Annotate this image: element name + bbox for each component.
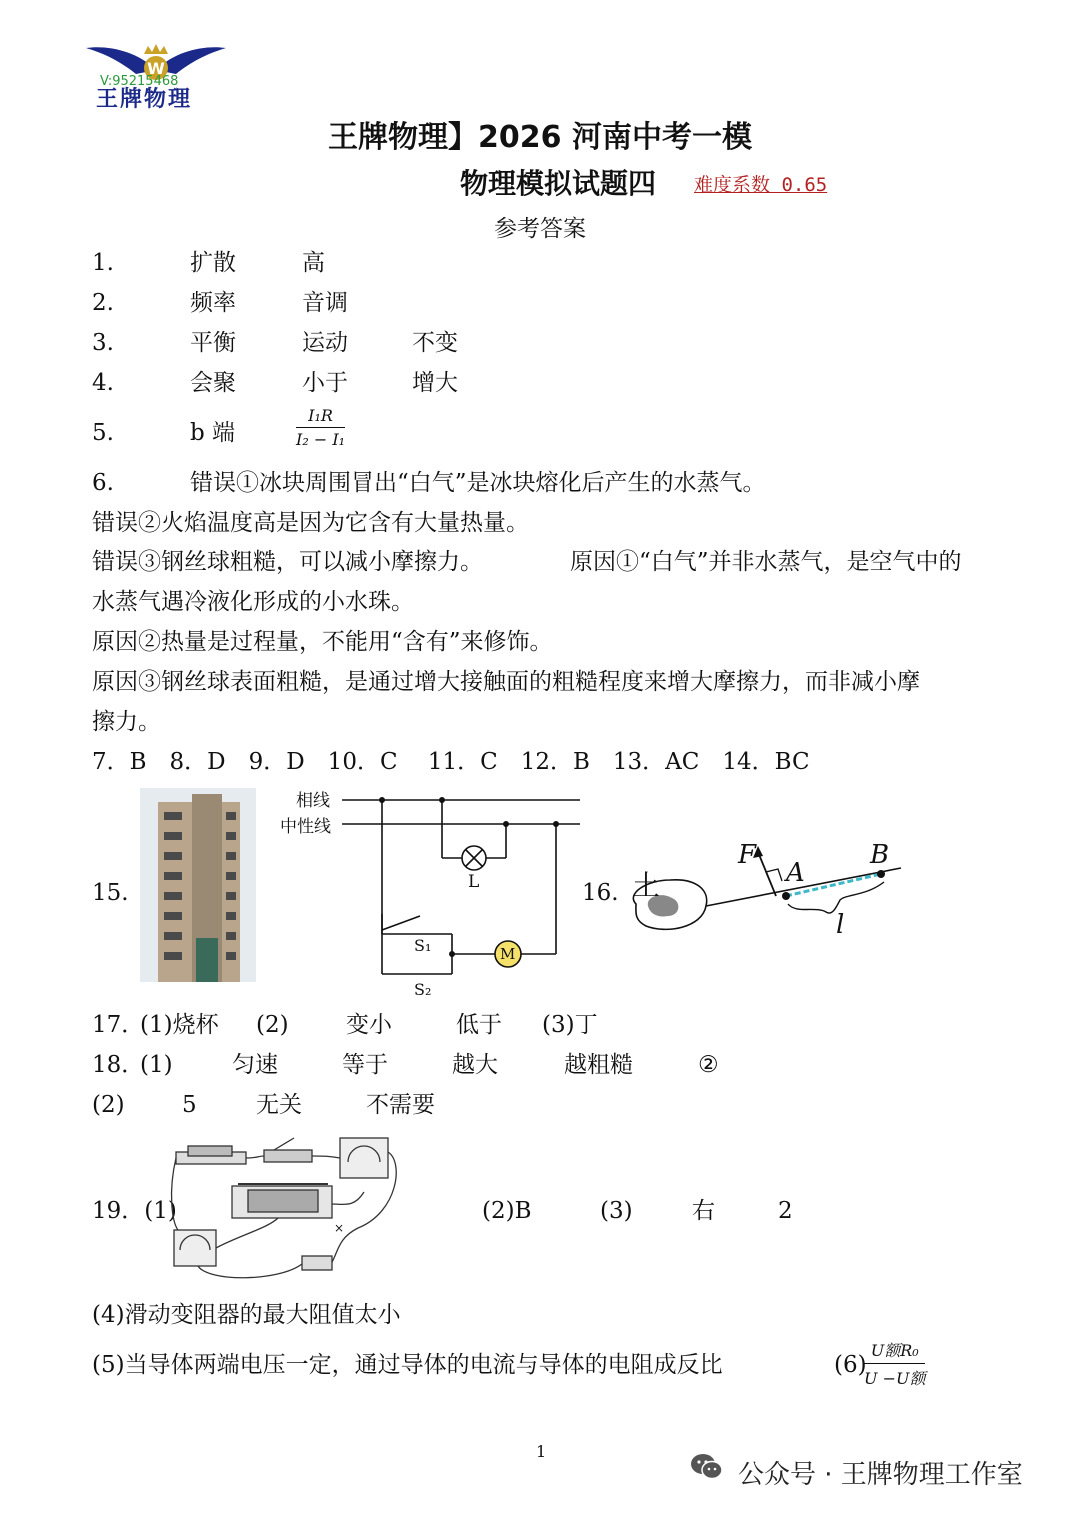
svg-text:W: W (147, 59, 165, 78)
q18-c: 越大 (452, 1052, 498, 1078)
answer-key-heading: 参考答案 (494, 216, 586, 242)
choice-answers: 7．B 8．D 9．D 10．C 11．C 12．B 13．AC 14．BC (92, 749, 810, 775)
q17-part1: (1)烧杯 (140, 1012, 219, 1038)
q5-formula-numerator: I₁R (296, 406, 345, 428)
q19-part4: (4)滑动变阻器的最大阻值太小 (92, 1302, 401, 1328)
q15-num: 15. (92, 880, 129, 906)
q19-part3: (3) (600, 1198, 633, 1224)
logo-contact: V:95215468 (100, 74, 179, 89)
svg-text:×: × (334, 1221, 345, 1235)
logo-text: 王牌物理 (96, 87, 193, 112)
footer-account: 公众号 · 王牌物理工作室 (738, 1460, 1023, 1490)
q3-num: 3. (92, 330, 114, 356)
q6-line3b: 原因①“白气”并非水蒸气，是空气中的 (570, 549, 962, 575)
building-photo (140, 788, 256, 982)
q6-line6: 原因③钢丝球表面粗糙，是通过增大接触面的粗糙程度来增大摩擦力，而非减小摩 (92, 669, 920, 695)
q18-h: 不需要 (366, 1092, 435, 1118)
q6-num: 6. (92, 470, 114, 496)
arm-l-label: l (836, 910, 845, 940)
q2-answer-a: 频率 (190, 290, 236, 316)
q18-num: 18． (92, 1052, 145, 1078)
q19-formula-numerator: U额R₀ (864, 1338, 925, 1364)
q17-part2-b: 低于 (456, 1012, 502, 1038)
q5-num: 5. (92, 420, 114, 446)
q2-answer-b: 音调 (302, 290, 348, 316)
q19-part3-a: 右 (692, 1198, 715, 1224)
q5-formula-denominator: I₂ − I₁ (296, 430, 346, 449)
q19-formula-denominator: U −U额 (864, 1369, 926, 1388)
lamp-label: L (468, 872, 480, 892)
q18-f: 5 (182, 1092, 197, 1118)
page-number: 1 (536, 1442, 547, 1461)
q6-line2: 错误②火焰温度高是因为它含有大量热量。 (92, 510, 529, 536)
q19-part6: (6) (834, 1352, 867, 1378)
q5-answer-a: b 端 (190, 420, 236, 446)
q19-part5: (5)当导体两端电压一定，通过导体的电流与导体的电阻成反比 (92, 1352, 723, 1378)
force-F-label: F (738, 840, 757, 870)
q18-b: 等于 (342, 1052, 388, 1078)
switch-s1-label: S₁ (414, 936, 432, 955)
q1-num: 1. (92, 250, 114, 276)
q17-part2: (2) (256, 1012, 289, 1038)
difficulty-label: 难度系数 0.65 (694, 174, 828, 196)
q18-e: ② (698, 1052, 719, 1078)
q6-line7: 擦力。 (92, 709, 161, 735)
q19-formula (864, 1338, 925, 1389)
q16-num: 16. (582, 880, 619, 906)
q6-line4: 水蒸气遇冷液化形成的小水珠。 (92, 589, 414, 615)
q1-answer-b: 高 (302, 250, 325, 276)
motor-label: M (500, 945, 516, 963)
q3-answer-a: 平衡 (190, 330, 236, 356)
q3-answer-b: 运动 (302, 330, 348, 356)
q4-answer-c: 增大 (412, 370, 458, 396)
point-B-label: B (870, 840, 890, 870)
q4-answer-b: 小于 (302, 370, 348, 396)
q1-answer-a: 扩散 (190, 250, 236, 276)
q19-part2: (2)B (482, 1198, 532, 1224)
neutral-wire-label: 中性线 (280, 817, 331, 837)
q6-line3a: 错误③钢丝球粗糙，可以减小摩擦力。 (92, 549, 483, 575)
q18-part1: (1) (140, 1052, 173, 1078)
q4-num: 4. (92, 370, 114, 396)
q19-part3-b: 2 (778, 1198, 793, 1224)
soil-label: 土 (632, 869, 661, 902)
q5-formula (296, 406, 345, 449)
q3-answer-c: 不变 (412, 330, 458, 356)
q6-line5: 原因②热量是过程量，不能用“含有”来修饰。 (92, 629, 553, 655)
q18-d: 越粗糙 (564, 1052, 633, 1078)
switch-s2-label: S₂ (414, 980, 432, 999)
wechat-icon (690, 1452, 724, 1482)
q2-num: 2. (92, 290, 114, 316)
q17-part3: (3)丁 (542, 1012, 598, 1038)
page-subtitle: 物理模拟试题四 (460, 167, 657, 200)
q17-part2-a: 变小 (346, 1012, 392, 1038)
page-title: 王牌物理】2026 河南中考一模 (328, 120, 752, 155)
q18-a: 匀速 (232, 1052, 278, 1078)
q4-answer-a: 会聚 (190, 370, 236, 396)
q18-g: 无关 (256, 1092, 302, 1118)
q19-circuit-photo-diagram (168, 1132, 408, 1286)
q18-part2: (2) (92, 1092, 125, 1118)
q17-num: 17． (92, 1012, 145, 1038)
live-wire-label: 相线 (296, 791, 330, 811)
q6-line1: 错误①冰块周围冒出“白气”是冰块熔化后产生的水蒸气。 (190, 470, 766, 496)
q19-num: 19．(1) (92, 1198, 177, 1224)
point-A-label: A (786, 858, 805, 888)
